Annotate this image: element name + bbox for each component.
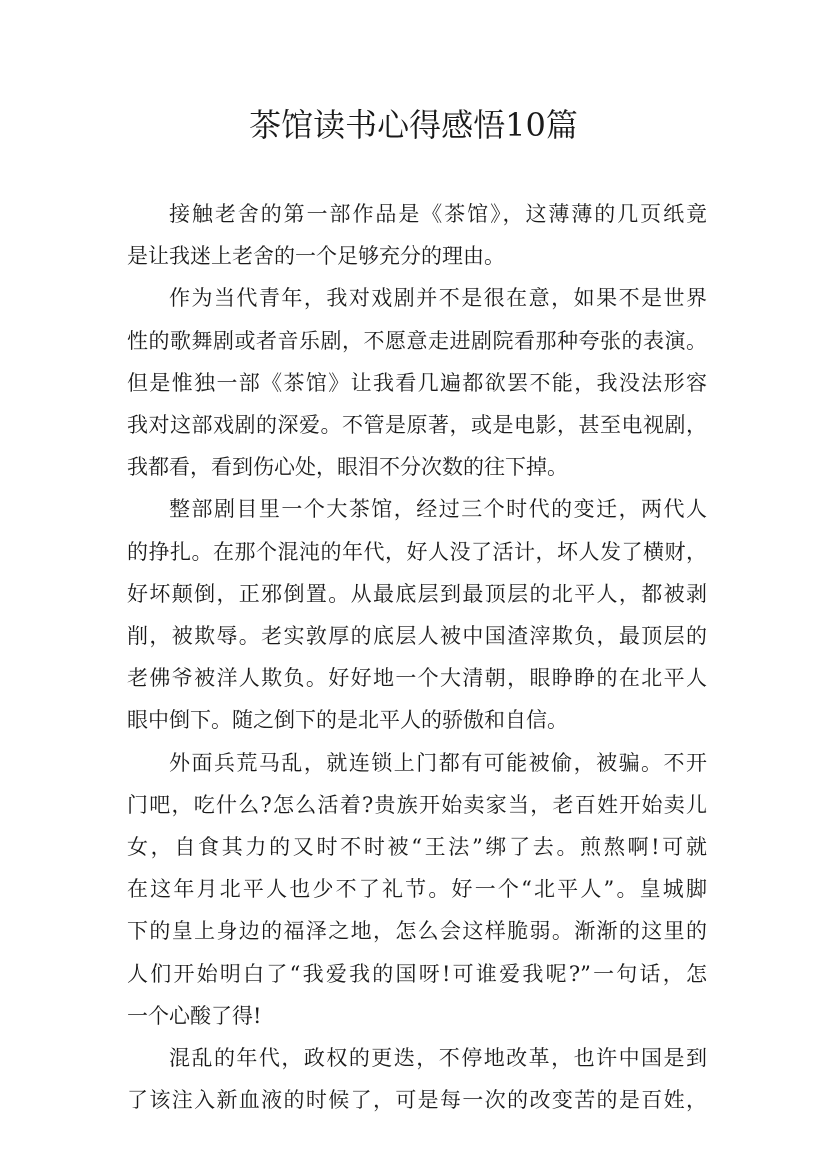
text-line: 削，被欺辱。老实敦厚的底层人被中国渣滓欺负，最顶层的	[127, 624, 707, 648]
text-line: 外面兵荒马乱，就连锁上门都有可能被偷，被骗。不开	[169, 750, 707, 775]
text-line: 了该注入新血液的时候了，可是每一次的改变苦的是百姓，	[127, 1088, 707, 1113]
text-line: 好坏颠倒，正邪倒置。从最底层到最顶层的北平人，都被剥	[127, 581, 707, 606]
text-line: 在这年月北平人也少不了礼节。好一个“北平人”。皇城脚	[127, 877, 707, 902]
text-line: 我都看，看到伤心处，眼泪不分次数的往下掉。	[127, 455, 568, 480]
text-line: 门吧，吃什么?怎么活着?贵族开始卖家当，老百姓开始卖儿	[127, 792, 707, 817]
text-line: 是让我迷上老舍的一个足够充分的理由。	[127, 244, 505, 269]
text-line: 混乱的年代，政权的更迭，不停地改革，也许中国是到	[169, 1046, 707, 1070]
text-line: 接触老舍的第一部作品是《茶馆》，这薄薄的几页纸竟	[169, 202, 707, 226]
text-line: 我对这部戏剧的深爱。不管是原著，或是电影，甚至电视剧，	[127, 413, 707, 437]
text-line: 整部剧目里一个大茶馆，经过三个时代的变迁，两代人	[169, 497, 707, 522]
text-line: 性的歌舞剧或者音乐剧，不愿意走进剧院看那种夸张的表演。	[127, 328, 707, 353]
text-line: 女，自食其力的又时不时被“王法”绑了去。煎熬啊!可就	[127, 835, 707, 859]
text-line: 一个心酸了得!	[127, 1003, 262, 1028]
document-title: 茶馆读书心得感悟10篇	[249, 106, 578, 144]
text-line: 下的皇上身边的福泽之地，怎么会这样脆弱。渐渐的这里的	[127, 919, 707, 944]
text-line: 老佛爷被洋人欺负。好好地一个大清朝，眼睁睁的在北平人	[127, 666, 707, 691]
text-line: 眼中倒下。随之倒下的是北平人的骄傲和自信。	[127, 708, 568, 733]
text-line: 人们开始明白了“我爱我的国呀!可谁爱我呢?”一句话，怎	[127, 961, 707, 986]
text-line: 但是惟独一部《茶馆》让我看几遍都欲罢不能，我没法形容	[127, 370, 707, 395]
text-line: 作为当代青年，我对戏剧并不是很在意，如果不是世界	[169, 286, 707, 311]
text-line: 的挣扎。在那个混沌的年代，好人没了活计，坏人发了横财，	[127, 539, 707, 564]
